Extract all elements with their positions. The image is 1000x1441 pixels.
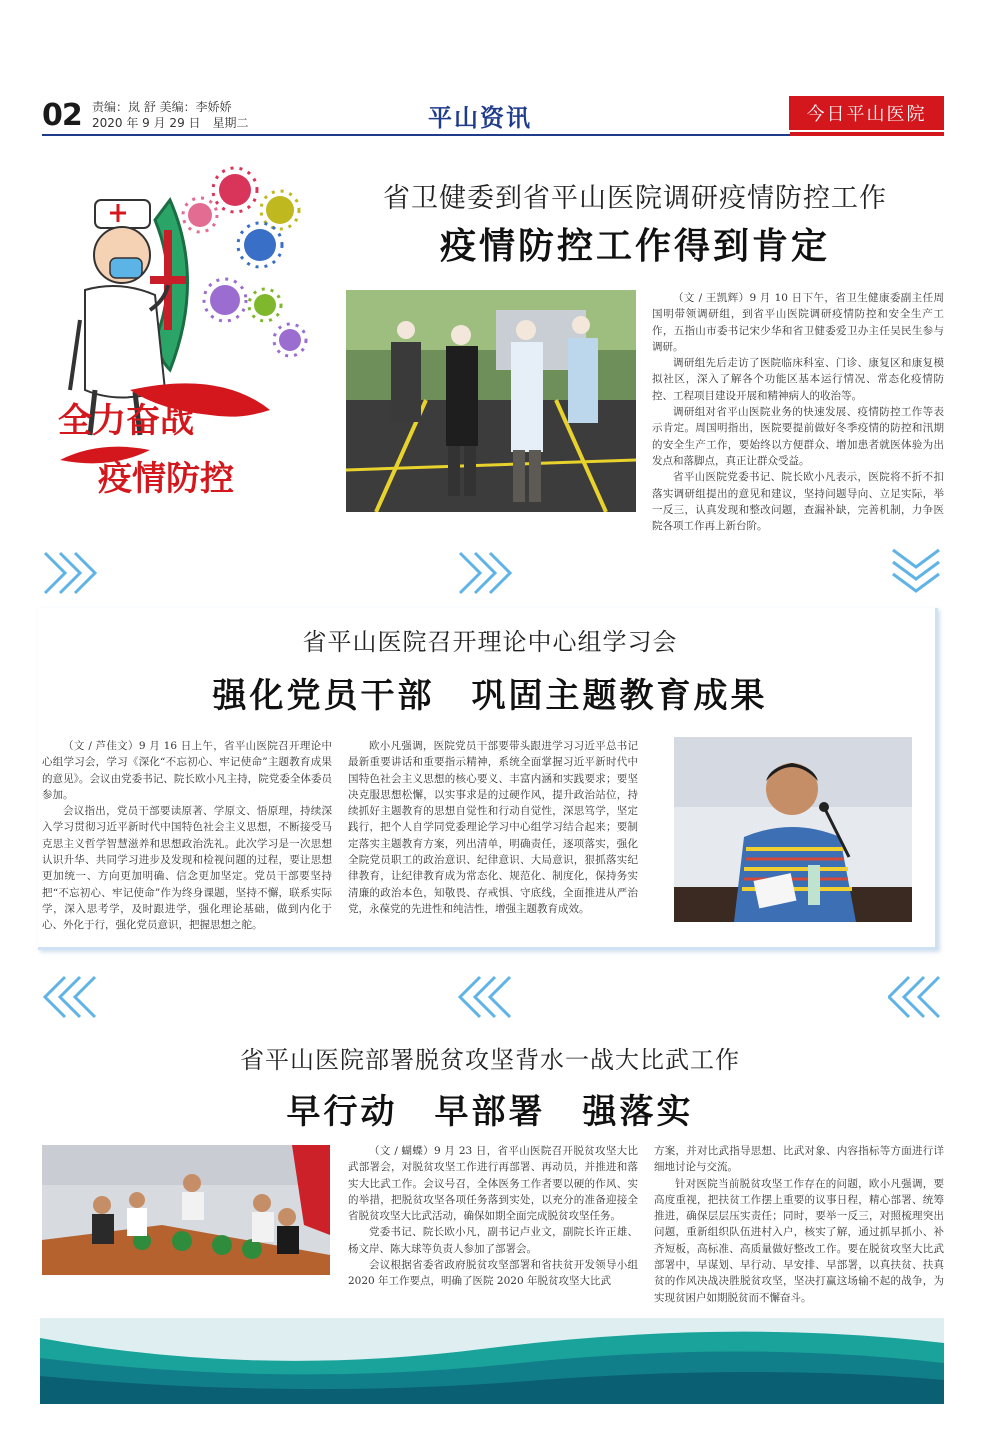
article2-photo <box>674 737 912 922</box>
chevron-left-icon <box>455 972 515 1022</box>
chevron-left-icon <box>888 972 944 1022</box>
brand-badge: 今日平山医院 <box>789 96 944 130</box>
article1-paragraph: （文 / 王凯辉）9 月 10 日下午，省卫生健康委副主任周国明带领调研组，到省平山医院调研疫情防控和安全生产工作，五指山市委书记宋少华和省卫健委爱卫办主任吴民生参与调研。 <box>652 292 944 353</box>
article1-paragraph: 调研组对省平山医院业务的快速发展、疫情防控工作等表示肯定。周国明指出，医院要提前做好冬季疫情的防控和汛期的安全生产工作，要始终以方便群众、增加患者就医体验为出发点和落脚点，真正让群众受益。 <box>652 406 944 467</box>
footer-wave-decoration <box>40 1318 944 1404</box>
article1-body <box>652 290 944 534</box>
article2-column1 <box>42 738 332 934</box>
article3-paragraph: （文 / 蝴蝶）9 月 23 日，省平山医院召开脱贫攻坚大比武部署会，对脱贫攻坚工作进行再部署、再动员，并推进和落实大比武工作。会议号召，全体医务工作者要以硬的作风、实的举措，把脱贫攻坚各项任务落到实处，以充分的准备迎接全省脱贫攻坚大比武活动，确保如期全面完成脱贫攻坚任务。 <box>348 1145 638 1223</box>
article1-photo <box>346 290 636 512</box>
date-line: 2020 年 9 月 29 日 星期二 <box>92 116 249 130</box>
article3-photo <box>42 1145 330 1275</box>
section-title: 平山资讯 <box>428 104 532 132</box>
chevron-left-icon <box>40 972 100 1022</box>
virus-icon <box>204 279 246 321</box>
chevron-right-icon <box>40 548 100 598</box>
article2-subtitle: 省平山医院召开理论中心组学习会 <box>302 628 678 656</box>
article3-title: 早行动 早部署 强落实 <box>286 1092 694 1132</box>
article1-subtitle: 省卫健委到省平山医院调研疫情防控工作 <box>383 183 887 214</box>
article3-paragraph: 方案，并对比武指导思想、比武对象、内容指标等方面进行详细地讨论与交流。 <box>654 1145 944 1174</box>
article1-title: 疫情防控工作得到肯定 <box>439 226 830 267</box>
article2-paragraph: 欧小凡强调，医院党员干部要带头跟进学习习近平总书记最新重要讲话和重要指示精神，系统全面掌握习近平新时代中国特色社会主义思想的核心要义、丰富内涵和实践要求；要坚决克服思想松懈，以实事求是的过硬作风，提升政治站位，持续抓好主题教育的思想自觉性和行动自觉性，深思笃学，坚定践行，把个人自学同党委理论学习中心组学习结合起来；要制定落实主题教育方案，列出清单，明确责任，逐项落实，强化全院党员职工的政治意识、纪律意识、大局意识，狠抓落实纪律教育，让纪律教育成为常态化、规范化、制度化，保持务实清廉的政治本色，知敬畏、存戒惧、守底线，全面推进从严治党，永葆党的先进性和纯洁性，增强主题教育成效。 <box>348 740 638 915</box>
virus-icon <box>213 168 257 212</box>
virus-icon <box>274 324 306 356</box>
article2-paragraph: 会议指出，党员干部要读原著、学原文、悟原理，持续深入学习贯彻习近平新时代中国特色社会主义思想，不断接受马克思主义哲学智慧滋养和思想政治洗礼。此次学习是一次思想认识升华、共同学习进步及发现和检视问题的过程，要让思想更加统一、方向更加明确、信念更加坚定。党员干部要坚持把“不忘初心、牢记使命”作为终身课题，坚持不懈，联系实际学，深入思考学，及时跟进学，强化理论基础，做到内化于心、外化于行，强化党员意识，把握思想之舵。 <box>42 805 332 932</box>
masthead-meta <box>92 99 249 131</box>
slogan-line1: 全力奋战 <box>58 401 194 441</box>
page-number: 02 <box>42 98 82 133</box>
article1-paragraph: 调研组先后走访了医院临床科室、门诊、康复区和康复模拟社区，深入了解各个功能区基本运行情况、常态化疫情防控、工程项目建设开展和精神病人的收治等。 <box>652 357 944 402</box>
anti-epidemic-illustration <box>40 160 320 510</box>
article3-paragraph: 会议根据省委省政府脱贫攻坚部署和省扶贫开发领导小组 2020 年工作要点，明确了医院 2020 年脱贫攻坚大比武 <box>348 1259 638 1288</box>
article3-subtitle: 省平山医院部署脱贫攻坚背水一战大比武工作 <box>240 1046 740 1074</box>
article2-title: 强化党员干部 巩固主题教育成果 <box>212 676 768 716</box>
article2-paragraph: （文 / 芦佳文）9 月 16 日上午，省平山医院召开理论中心组学习会，学习《深化“不忘初心、牢记使命”主题教育成果的意见》。会议由党委书记、院长欧小凡主持，院党委全体委员参加。 <box>42 740 332 801</box>
header-rule-accent <box>790 132 944 136</box>
chevron-down-icon <box>888 545 944 595</box>
article3-column2 <box>654 1143 944 1306</box>
article1-paragraph: 省平山医院党委书记、院长欧小凡表示，医院将不折不扣落实调研组提出的意见和建议，坚持问题导向、立足实际，举一反三，认真发现和整改问题，查漏补缺，完善机制，力争医院各项工作再上新台阶。 <box>652 471 944 533</box>
virus-icon <box>238 223 282 267</box>
slogan-line2: 疫情防控 <box>98 459 234 499</box>
article3-paragraph: 针对医院当前脱贫攻坚工作存在的问题，欧小凡强调，要高度重视，把扶贫工作摆上重要的议事日程，精心部署、统筹推进，确保层层压实责任；同时，要举一反三，对照梳理突出问题，重新组织队伍进村入户，核实了解，通过抓早抓小、补齐短板，高标准、高质量做好整改工作。要在脱贫攻坚大比武部署中，早谋划、早行动、早安排、早部署，以真扶贫、扶真贫的作风决战决胜脱贫攻坚，坚决打赢这场输不起的战争，为实现贫困户如期脱贫而不懈奋斗。 <box>654 1177 944 1304</box>
doctor-shield-icon <box>40 160 320 510</box>
page-header <box>42 96 944 134</box>
article3-column1 <box>348 1143 638 1290</box>
chevron-right-icon <box>455 548 515 598</box>
editors-line: 责编：岚 舒 美编：李娇娇 <box>92 100 232 114</box>
virus-icon <box>249 289 281 321</box>
article3-paragraph: 党委书记、院长欧小凡，副书记卢业文，副院长许正雄、杨文岸、陈大球等负责人参加了部署会。 <box>348 1226 638 1255</box>
article2-column2 <box>348 738 638 917</box>
virus-icon <box>183 198 217 232</box>
